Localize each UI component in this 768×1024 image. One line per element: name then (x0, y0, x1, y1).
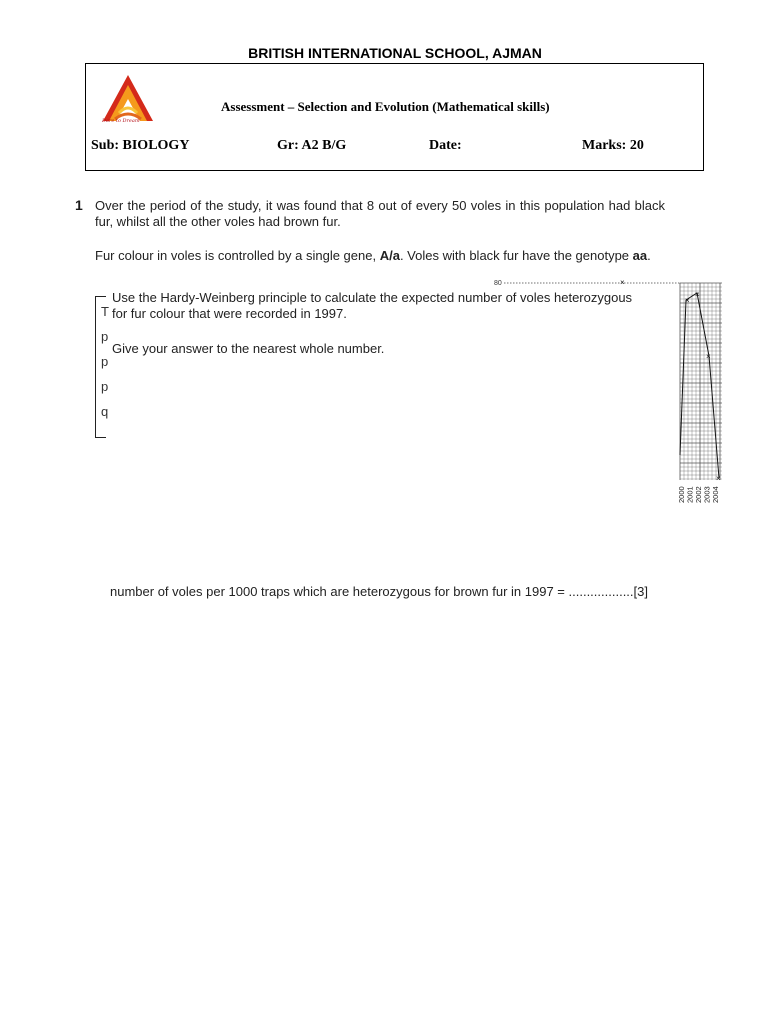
gene-text-start: Fur colour in voles is controlled by a single gene, (95, 248, 380, 263)
gene-alleles: A/a (379, 248, 400, 263)
assessment-title: Assessment – Selection and Evolution (Mathematical skills) (221, 99, 550, 114)
graph-x-tick-label: 2003 (702, 486, 712, 503)
clipped-char: q (101, 404, 109, 419)
gene-text-end: . (647, 248, 651, 263)
task-instruction-line1: Use the Hardy-Weinberg principle to calculate the expected number of voles heterozygous (112, 290, 633, 305)
subject-label: Sub: BIOLOGY (91, 138, 190, 153)
clipped-char: p (101, 329, 109, 344)
graph-x-tick-label: 2001 (685, 486, 695, 503)
marks-label: Marks: 20 (582, 138, 644, 153)
answer-line: number of voles per 1000 traps which are heterozygous for brown fur in 1997 = ..................[3] (110, 584, 648, 599)
grade-label: Gr: A2 B/G (277, 138, 347, 153)
graph-x-tick-label: 2002 (694, 486, 703, 503)
graph-point-marker: × (685, 296, 690, 305)
graph-point-marker: × (620, 278, 625, 287)
task-instruction-line2: for fur colour that were recorded in 1997. (112, 306, 347, 321)
graph-x-ticks (677, 486, 720, 503)
graph-x-tick-label: 2004 (711, 486, 720, 503)
graph-x-tick-label: 2000 (677, 486, 686, 503)
logo-tagline: Dare to Dream (102, 118, 140, 124)
question-intro: Over the period of the study, it was found that 8 out of every 50 voles in this population had black fur, whilst all the other voles had brown fur. (95, 198, 665, 229)
graph-point-marker: × (716, 474, 721, 483)
gene-text-mid: . Voles with black fur have the genotype (399, 248, 633, 263)
clipped-char: p (101, 354, 109, 369)
graph-data-line (680, 293, 719, 478)
school-name: BRITISH INTERNATIONAL SCHOOL, AJMAN (248, 45, 542, 61)
clipped-char: T (101, 304, 109, 319)
date-label: Date: (429, 138, 462, 153)
graph-point-marker: × (706, 352, 711, 361)
clipped-char: p (101, 379, 109, 394)
task-instruction-line3: Give your answer to the nearest whole number. (112, 341, 385, 356)
graph-point-marker: × (695, 290, 700, 299)
black-fur-genotype: aa (632, 248, 648, 263)
question-number: 1 (75, 197, 83, 213)
graph-y-tick: 80 (494, 280, 502, 287)
